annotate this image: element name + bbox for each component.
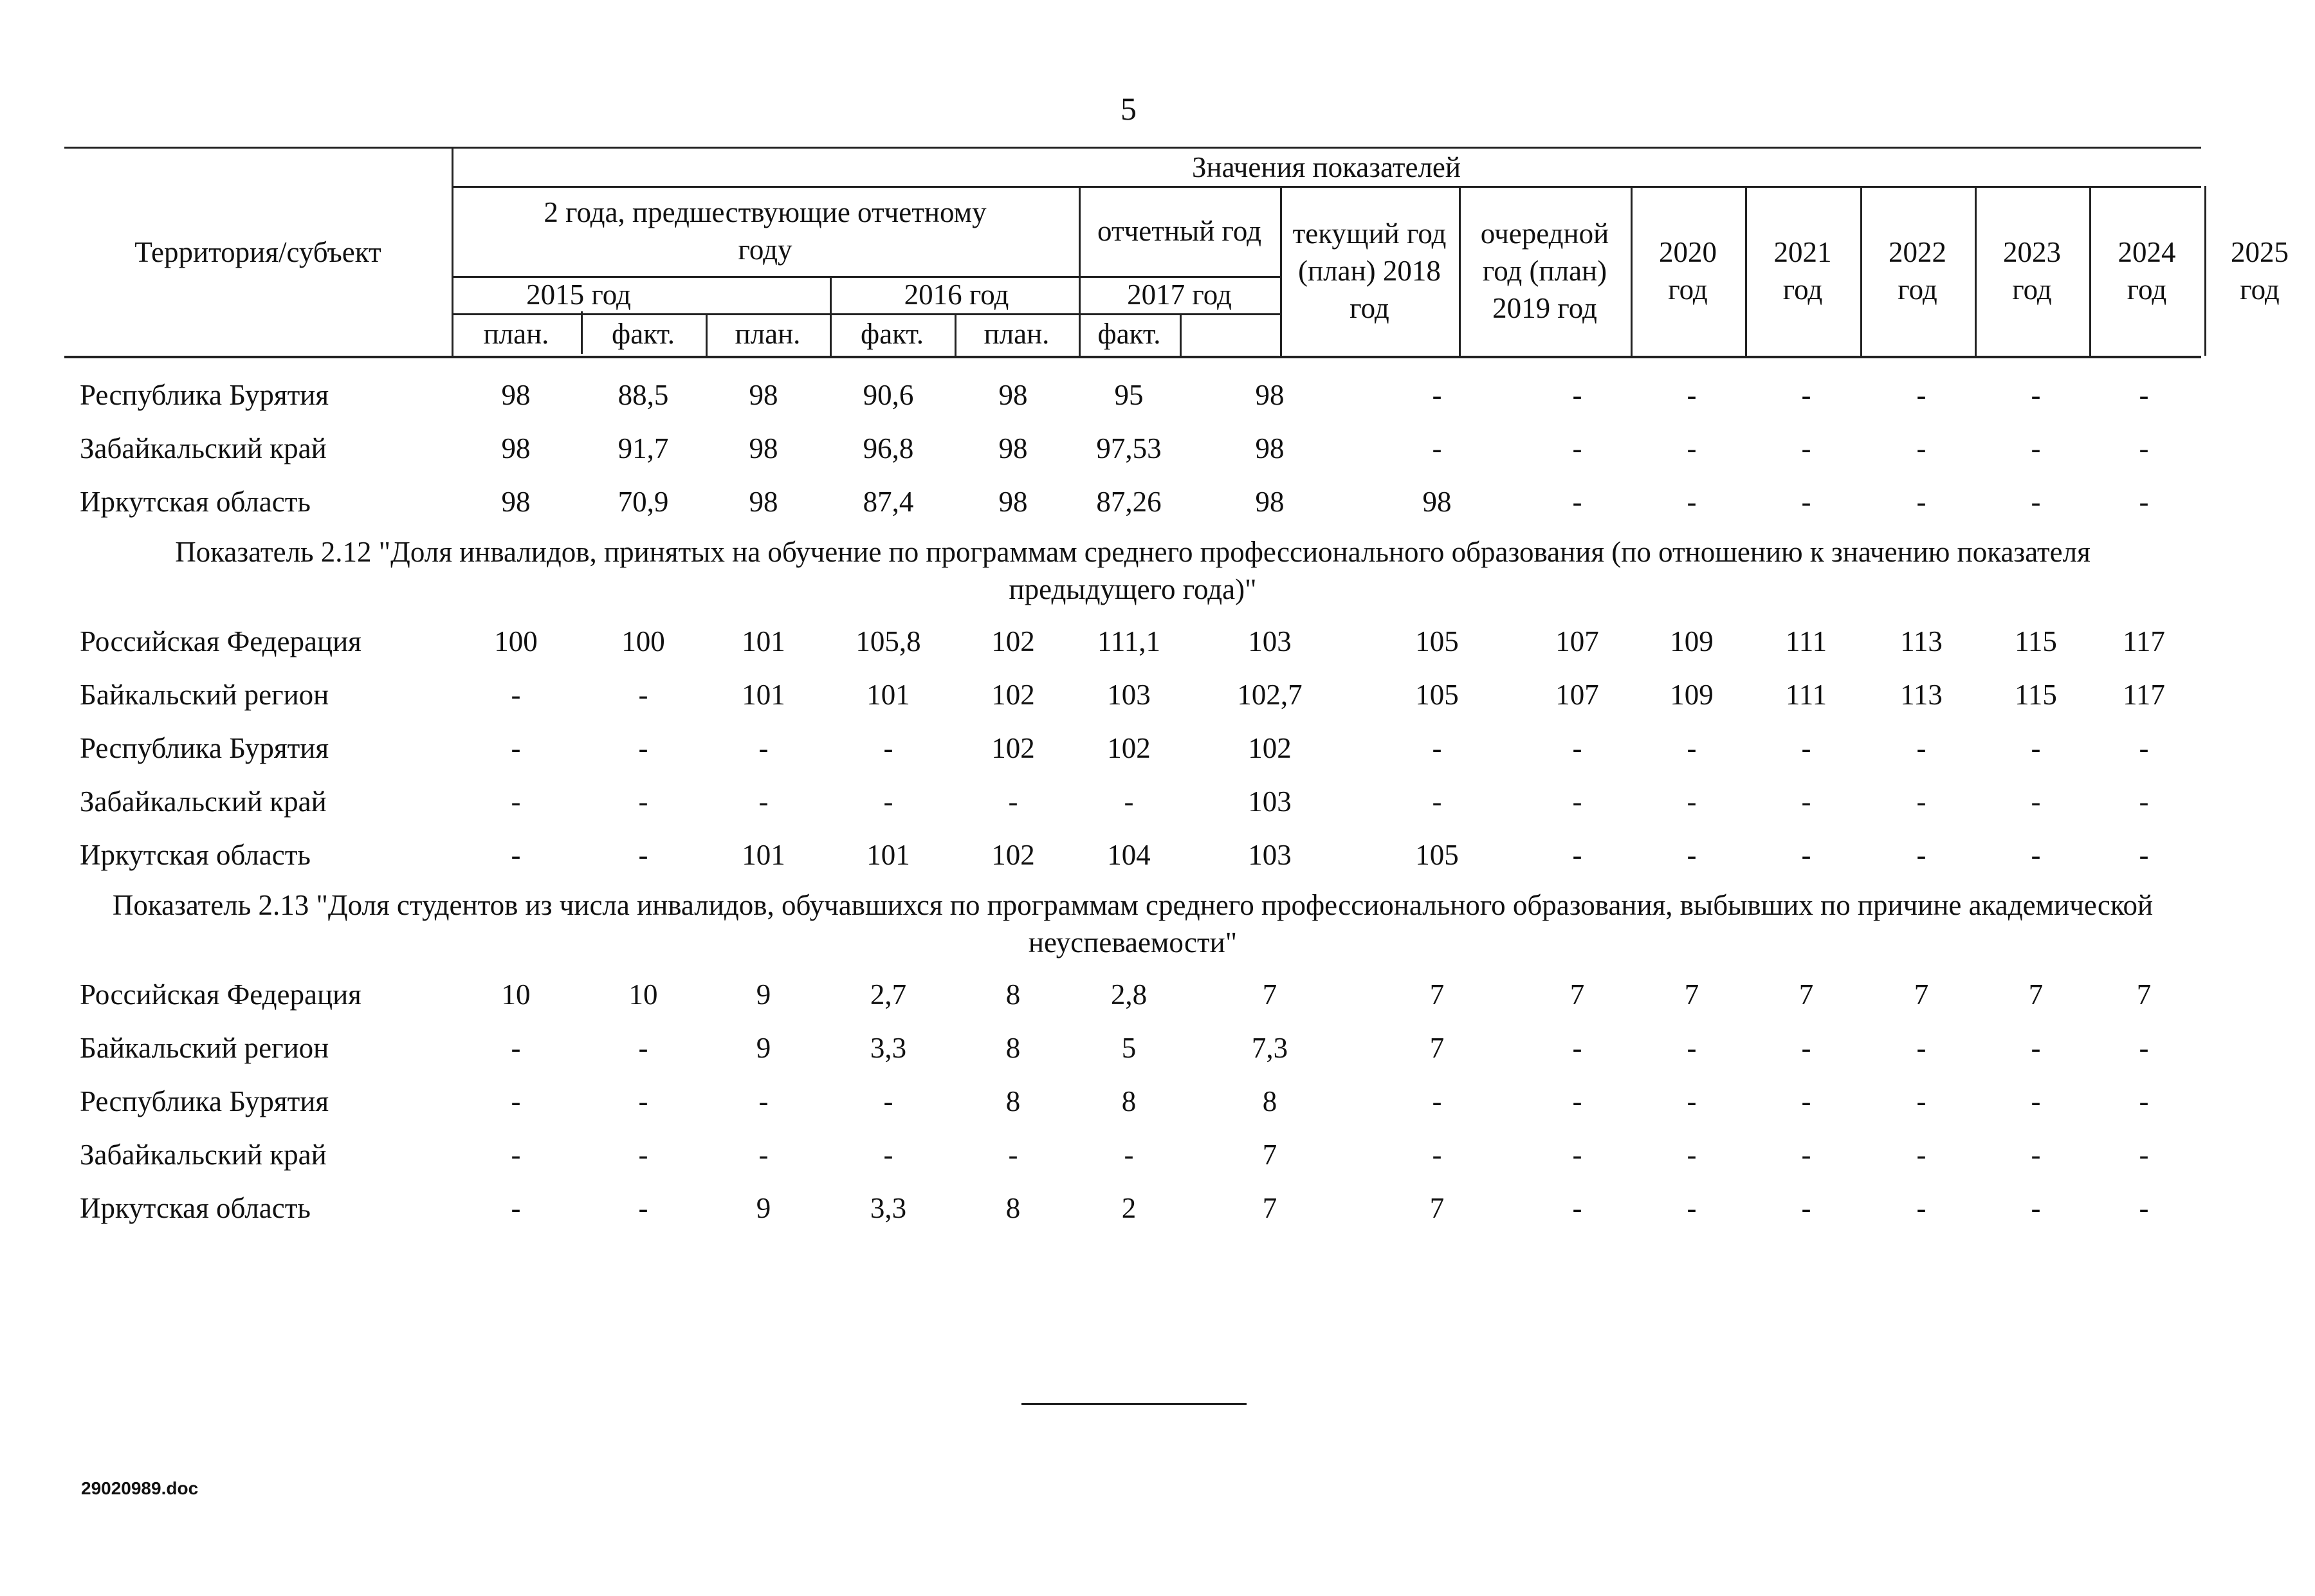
value-cell: - xyxy=(1916,838,1926,871)
value-cell: - xyxy=(638,678,648,711)
value-cell: - xyxy=(883,731,893,764)
value-cell: 98 xyxy=(1255,485,1285,518)
territory-name: Российская Федерация xyxy=(80,625,361,657)
value-cell: - xyxy=(1916,731,1926,764)
value-cell: 105 xyxy=(1415,625,1459,657)
value-cell: - xyxy=(2031,432,2041,464)
territory-name: Республика Бурятия xyxy=(80,731,329,764)
value-cell: 100 xyxy=(494,625,538,657)
year-2016-header: 2016 год xyxy=(904,279,1009,311)
value-cell: - xyxy=(511,838,521,871)
value-cell: - xyxy=(2031,838,2041,871)
value-cell: - xyxy=(2031,785,2041,818)
value-cell: 102 xyxy=(991,838,1035,871)
page-number: 5 xyxy=(1121,91,1137,127)
value-cell: - xyxy=(1801,1031,1811,1064)
value-cell: 107 xyxy=(1555,625,1599,657)
value-cell: 109 xyxy=(1670,678,1714,711)
table-row xyxy=(64,668,2201,721)
value-cell: - xyxy=(758,1085,769,1117)
value-cell: 101 xyxy=(742,625,785,657)
value-cell: - xyxy=(2139,432,2149,464)
value-cell: - xyxy=(1801,785,1811,818)
value-cell: 105,8 xyxy=(856,625,921,657)
territory-name: Республика Бурятия xyxy=(80,378,329,411)
current-year-header: текущий год (план) 2018 год xyxy=(1292,217,1447,324)
value-cell: 98 xyxy=(749,432,778,464)
territory-header: Территория/субъект xyxy=(134,236,381,268)
value-cell: - xyxy=(1916,485,1926,518)
value-cell: - xyxy=(638,731,648,764)
value-cell: 10 xyxy=(501,978,531,1011)
territory-name: Забайкальский край xyxy=(80,432,327,464)
value-cell: - xyxy=(1687,838,1697,871)
value-cell: 97,53 xyxy=(1096,432,1162,464)
plan-2017-header: план. xyxy=(984,318,1050,350)
value-cell: - xyxy=(2031,485,2041,518)
table-row xyxy=(64,721,2201,775)
value-cell: - xyxy=(1687,1031,1697,1064)
value-cell: - xyxy=(638,1138,648,1171)
territory-name: Иркутская область xyxy=(80,838,311,871)
value-cell: - xyxy=(2139,1031,2149,1064)
value-cell: 7 xyxy=(1798,978,1814,1011)
value-cell: - xyxy=(1801,838,1811,871)
value-cell: - xyxy=(1801,432,1811,464)
value-cell: - xyxy=(1801,485,1811,518)
value-cell: 98 xyxy=(1255,378,1285,411)
value-cell: 7 xyxy=(2028,978,2044,1011)
value-cell: - xyxy=(1687,378,1697,411)
table-row xyxy=(64,1181,2201,1234)
value-cell: - xyxy=(883,1085,893,1117)
value-cell: - xyxy=(2139,1191,2149,1224)
value-cell: - xyxy=(1432,731,1442,764)
value-cell: - xyxy=(2139,838,2149,871)
value-cell: - xyxy=(1432,1085,1442,1117)
value-cell: - xyxy=(758,731,769,764)
value-cell: 3,3 xyxy=(870,1191,907,1224)
value-cell: - xyxy=(1687,785,1697,818)
value-cell: 7 xyxy=(1429,978,1445,1011)
value-cell: 9 xyxy=(756,1031,771,1064)
plan-2015-header: план. xyxy=(483,318,549,350)
year-2025-header: 2025 год xyxy=(2231,236,2289,306)
table-row xyxy=(64,1074,2201,1128)
value-cell: - xyxy=(1572,731,1582,764)
value-cell: 7,3 xyxy=(1251,1031,1288,1064)
value-cell: 8 xyxy=(1005,1085,1021,1117)
value-cell: - xyxy=(1572,432,1582,464)
value-cell: - xyxy=(2031,1138,2041,1171)
value-cell: - xyxy=(1801,1085,1811,1117)
year-2017-header: 2017 год xyxy=(1127,279,1232,311)
value-cell: - xyxy=(2031,731,2041,764)
value-cell: - xyxy=(638,1191,648,1224)
value-cell: 98 xyxy=(501,485,531,518)
territory-name: Республика Бурятия xyxy=(80,1085,329,1117)
value-cell: - xyxy=(1432,378,1442,411)
value-cell: 98 xyxy=(1255,432,1285,464)
document-file-name: 29020989.doc xyxy=(81,1478,199,1498)
value-cell: 100 xyxy=(621,625,665,657)
value-cell: 102 xyxy=(1107,731,1151,764)
territory-name: Иркутская область xyxy=(80,1191,311,1224)
value-cell: 101 xyxy=(866,838,910,871)
value-cell: 10 xyxy=(628,978,658,1011)
value-cell: 109 xyxy=(1670,625,1714,657)
value-cell: - xyxy=(1572,1138,1582,1171)
territory-name: Иркутская область xyxy=(80,485,311,518)
value-cell: 113 xyxy=(1900,625,1943,657)
value-cell: - xyxy=(1687,1191,1697,1224)
value-cell: - xyxy=(1687,1138,1697,1171)
footer-divider xyxy=(1021,1403,1247,1405)
value-cell: 111 xyxy=(1785,678,1827,711)
value-cell: - xyxy=(2139,731,2149,764)
value-cell: - xyxy=(511,678,521,711)
table-row xyxy=(64,828,2201,881)
value-cell: 98 xyxy=(501,378,531,411)
value-cell: 70,9 xyxy=(618,485,669,518)
value-cell: 115 xyxy=(2015,625,2057,657)
year-2022-header: 2022 год xyxy=(1889,236,1946,306)
value-cell: 117 xyxy=(2123,678,2165,711)
table-row xyxy=(64,475,2201,528)
value-cell: - xyxy=(511,1031,521,1064)
value-cell: 98 xyxy=(501,432,531,464)
value-cell: - xyxy=(1572,1031,1582,1064)
year-2015-header: 2015 год xyxy=(526,279,631,311)
value-cell: - xyxy=(2031,1031,2041,1064)
territory-name: Забайкальский край xyxy=(80,1138,327,1171)
value-cell: 8 xyxy=(1121,1085,1137,1117)
value-cell: - xyxy=(1572,378,1582,411)
value-cell: - xyxy=(1572,838,1582,871)
value-cell: 111,1 xyxy=(1097,625,1160,657)
value-cell: - xyxy=(758,1138,769,1171)
value-cell: 87,4 xyxy=(863,485,914,518)
value-cell: 7 xyxy=(1262,1191,1277,1224)
value-cell: 88,5 xyxy=(618,378,669,411)
indicator-title: Показатель 2.13 "Доля студентов из числа инвалидов, обучавшихся по программам среднего профессионального образования, выбывших по причине академической неуспеваемости" xyxy=(112,889,2154,959)
value-cell: - xyxy=(1916,432,1926,464)
value-cell: - xyxy=(883,785,893,818)
value-cell: 103 xyxy=(1248,785,1292,818)
value-cell: - xyxy=(2139,1138,2149,1171)
value-cell: 7 xyxy=(1429,1191,1445,1224)
value-cell: 102 xyxy=(991,625,1035,657)
next-year-header: очередной год (план) 2019 год xyxy=(1480,217,1609,324)
value-cell: 98 xyxy=(998,485,1028,518)
year-2020-header: 2020 год xyxy=(1659,236,1717,306)
value-cell: 98 xyxy=(749,378,778,411)
value-cell: 7 xyxy=(1569,978,1585,1011)
value-cell: - xyxy=(638,785,648,818)
value-cell: 103 xyxy=(1248,838,1292,871)
value-cell: 102,7 xyxy=(1237,678,1303,711)
value-cell: 96,8 xyxy=(863,432,914,464)
value-cell: - xyxy=(2139,785,2149,818)
territory-name: Байкальский регион xyxy=(80,678,329,711)
year-2023-header: 2023 год xyxy=(2003,236,2061,306)
indicator-title: Показатель 2.12 "Доля инвалидов, принятых на обучение по программам среднего профессионального образования (по отношению к значению показателя предыдущего года)" xyxy=(175,536,2091,605)
value-cell: 7 xyxy=(1262,1138,1277,1171)
value-cell: 115 xyxy=(2015,678,2057,711)
value-cell: 98 xyxy=(1422,485,1452,518)
value-cell: - xyxy=(1432,785,1442,818)
value-cell: - xyxy=(1916,1031,1926,1064)
value-cell: 103 xyxy=(1248,625,1292,657)
value-cell: 90,6 xyxy=(863,378,914,411)
value-cell: 101 xyxy=(742,838,785,871)
value-cell: 103 xyxy=(1107,678,1151,711)
value-cell: 87,26 xyxy=(1096,485,1162,518)
value-cell: 7 xyxy=(1429,1031,1445,1064)
value-cell: - xyxy=(1801,1191,1811,1224)
table-row xyxy=(64,368,2201,421)
value-cell: - xyxy=(1432,432,1442,464)
value-cell: - xyxy=(2139,378,2149,411)
value-cell: - xyxy=(1572,1191,1582,1224)
value-cell: - xyxy=(2139,485,2149,518)
value-cell: - xyxy=(1572,1085,1582,1117)
value-cell: 98 xyxy=(749,485,778,518)
value-cell: - xyxy=(511,1138,521,1171)
value-cell: - xyxy=(1916,1085,1926,1117)
value-cell: 3,3 xyxy=(870,1031,907,1064)
territory-name: Забайкальский край xyxy=(80,785,327,818)
fact-2016-header: факт. xyxy=(861,318,924,350)
value-cell: 8 xyxy=(1262,1085,1277,1117)
table-row xyxy=(64,1021,2201,1074)
year-2021-header: 2021 год xyxy=(1773,236,1832,306)
territory-name: Байкальский регион xyxy=(80,1031,329,1064)
value-cell: 98 xyxy=(998,432,1028,464)
plan-2016-header: план. xyxy=(735,318,801,350)
value-cell: 95 xyxy=(1114,378,1144,411)
value-cell: 111 xyxy=(1785,625,1827,657)
table-row xyxy=(64,1128,2201,1181)
fact-2017-header: факт. xyxy=(1097,318,1161,350)
value-cell: 101 xyxy=(742,678,785,711)
year-2024-header: 2024 год xyxy=(2118,236,2176,306)
value-cell: 2,8 xyxy=(1110,978,1148,1011)
value-cell: - xyxy=(1687,432,1697,464)
value-cell: 101 xyxy=(866,678,910,711)
value-cell: 8 xyxy=(1005,1031,1021,1064)
value-cell: 91,7 xyxy=(618,432,669,464)
value-cell: 98 xyxy=(998,378,1028,411)
value-cell: 7 xyxy=(1262,978,1277,1011)
table-row xyxy=(64,775,2201,828)
indicator-values-header: Значения показателей xyxy=(1192,151,1461,183)
table-header xyxy=(64,147,2289,358)
value-cell: - xyxy=(1687,485,1697,518)
value-cell: 117 xyxy=(2123,625,2165,657)
value-cell: - xyxy=(1916,378,1926,411)
value-cell: - xyxy=(1572,785,1582,818)
value-cell: 8 xyxy=(1005,1191,1021,1224)
value-cell: - xyxy=(2031,1085,2041,1117)
value-cell: - xyxy=(1687,1085,1697,1117)
value-cell: 105 xyxy=(1415,838,1459,871)
value-cell: 7 xyxy=(1914,978,1929,1011)
value-cell: - xyxy=(1432,1138,1442,1171)
value-cell: 104 xyxy=(1107,838,1151,871)
table-row xyxy=(64,421,2201,475)
value-cell: - xyxy=(638,838,648,871)
value-cell: 9 xyxy=(756,978,771,1011)
value-cell: 102 xyxy=(991,678,1035,711)
table-row xyxy=(64,614,2201,668)
table-body xyxy=(64,360,2201,1234)
value-cell: 8 xyxy=(1005,978,1021,1011)
territory-name: Российская Федерация xyxy=(80,978,361,1011)
value-cell: - xyxy=(511,785,521,818)
fact-2015-header: факт. xyxy=(612,318,675,350)
two-years-prior-header: 2 года, предшествующие отчетному году xyxy=(544,196,987,266)
value-cell: 107 xyxy=(1555,678,1599,711)
table-row xyxy=(64,968,2201,1021)
reporting-year-header: отчетный год xyxy=(1097,215,1261,247)
value-cell: 102 xyxy=(991,731,1035,764)
value-cell: - xyxy=(1801,1138,1811,1171)
value-cell: - xyxy=(511,1085,521,1117)
value-cell: 7 xyxy=(1684,978,1699,1011)
value-cell: - xyxy=(638,1031,648,1064)
value-cell: - xyxy=(1801,731,1811,764)
value-cell: 113 xyxy=(1900,678,1943,711)
value-cell: - xyxy=(511,731,521,764)
value-cell: - xyxy=(511,1191,521,1224)
value-cell: - xyxy=(1801,378,1811,411)
value-cell: - xyxy=(1008,1138,1018,1171)
value-cell: 5 xyxy=(1121,1031,1137,1064)
value-cell: 9 xyxy=(756,1191,771,1224)
value-cell: - xyxy=(1687,731,1697,764)
value-cell: - xyxy=(1916,785,1926,818)
value-cell: 2,7 xyxy=(870,978,907,1011)
value-cell: 2 xyxy=(1121,1191,1137,1224)
value-cell: - xyxy=(1572,485,1582,518)
value-cell: - xyxy=(1124,1138,1134,1171)
value-cell: - xyxy=(883,1138,893,1171)
value-cell: 105 xyxy=(1415,678,1459,711)
value-cell: - xyxy=(638,1085,648,1117)
value-cell: - xyxy=(1916,1138,1926,1171)
value-cell: - xyxy=(2031,1191,2041,1224)
value-cell: 102 xyxy=(1248,731,1292,764)
value-cell: - xyxy=(2031,378,2041,411)
value-cell: - xyxy=(1008,785,1018,818)
value-cell: - xyxy=(2139,1085,2149,1117)
value-cell: - xyxy=(1916,1191,1926,1224)
value-cell: - xyxy=(758,785,769,818)
value-cell: - xyxy=(1124,785,1134,818)
value-cell: 7 xyxy=(2136,978,2152,1011)
